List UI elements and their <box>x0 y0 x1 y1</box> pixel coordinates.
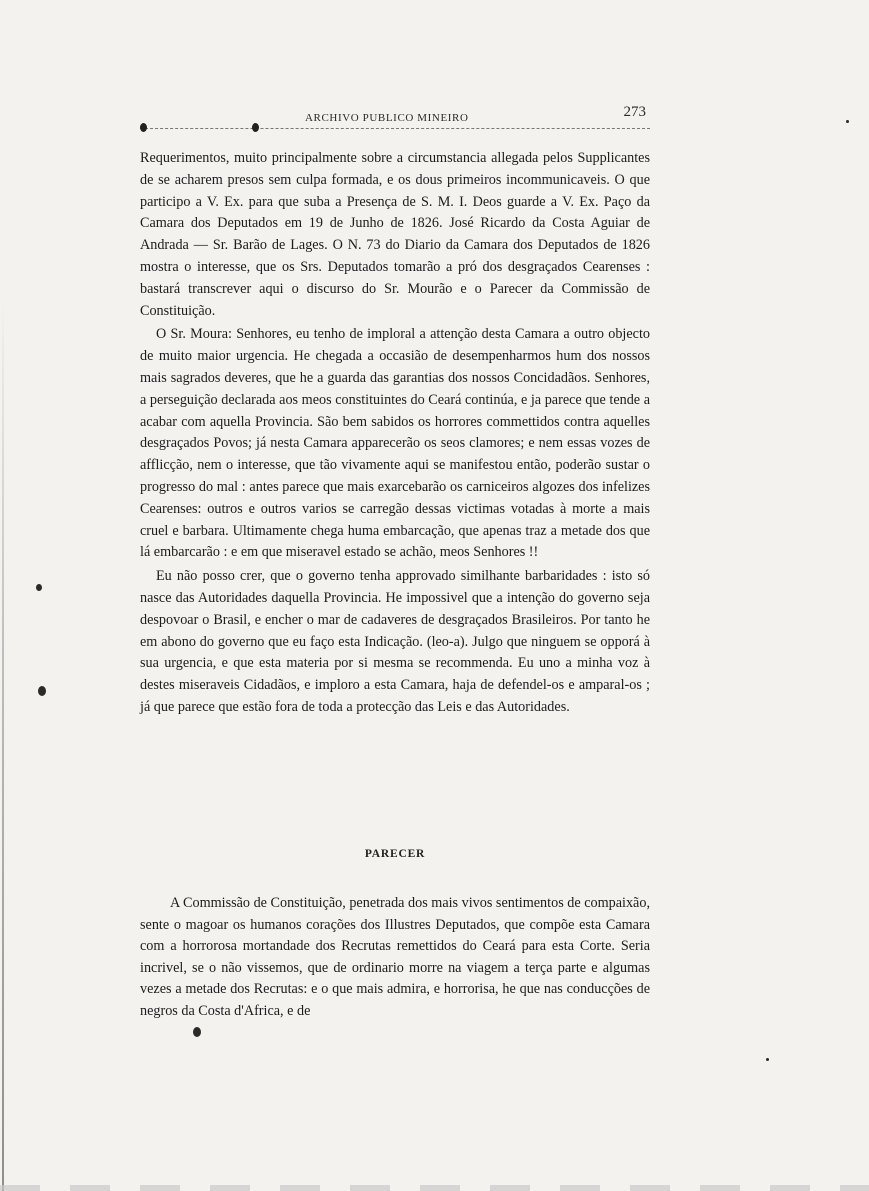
scan-speck <box>38 686 46 696</box>
section-heading-parecer: PARECER <box>364 848 426 860</box>
scan-bottom-edge <box>0 1185 869 1191</box>
scan-edge-shadow <box>2 300 4 1191</box>
header-rule <box>140 128 650 129</box>
page-number: 273 <box>623 104 646 120</box>
running-title: ARCHIVO PUBLICO MINEIRO <box>305 112 469 124</box>
body-text <box>140 148 650 719</box>
scan-speck <box>846 120 849 123</box>
paragraph-requerimentos: Requerimentos, muito principalmente sobre a circumstancia allegada pelos Supplicantes de se acharem presos sem culpa formada, e os dous primeiros incommunicaveis. O que participo a V. Ex. para que suba a Presença de S. M. I. Deos guarde a V. Ex. Paço da Camara dos Deputados em 19 de Junho de 1826. José Ricardo da Costa Aguiar de Andrada — Sr. Barão de Lages. O N. 73 do Diario da Camara dos Deputados de 1826 mostra o interesse, que os Srs. Deputados tomarão a pró dos desgraçados Cearenses : bastará transcrever aqui o discurso do Sr. Mourão e o Parecer da Commissão de Constituição. <box>140 150 650 319</box>
header-rule-dot-left <box>140 123 147 132</box>
parecer-text <box>140 893 650 1023</box>
scan-speck <box>766 1058 769 1061</box>
header-rule-dot-middle <box>252 123 259 132</box>
scan-speck <box>193 1027 201 1037</box>
running-header <box>140 104 650 134</box>
scan-speck <box>36 584 42 591</box>
paragraph-speech-moura: O Sr. Moura: Senhores, eu tenho de imploral a attenção desta Camara a outro objecto de muito maior urgencia. He chegada a occasião de desempenharmos hum dos nossos mais sagrados deveres, que he a guarda das garantias dos nossos Concidadãos. Senhores, a perseguição declarada aos meos constituintes do Ceará continúa, e ja parece que tende a acabar com aquella Provincia. São bem sabidos os horrores commettidos contra aquelles desgraçados Povos; já nesta Camara apparecerão os seos clamores; e nem essas vozes de afflicção, nem o interesse, que tão vivamente aqui se manifestou então, poderão sustar o progresso do mal : antes parece que mais exarcebarão os carniceiros algozes dos infelizes Cearenses: outros e outros varios se carregão dessas victimas votadas à morte a mais cruel e barbara. Ultimamente chega huma embarcação, que apenas traz a metade dos que lá embarcarão : e em que miseravel estado se achão, meos Senhores !! <box>140 326 650 561</box>
paragraph-parecer: A Commissão de Constituição, penetrada dos mais vivos sentimentos de compaixão, sente o magoar os humanos corações dos Illustres Deputados, que compõe esta Camara com a horrorosa mortandade dos Recrutas remettidos do Ceará para esta Corte. Seria incrivel, se o não vissemos, que de ordinario morre na viagem a terça parte e algumas vezes a metade dos Recrutas: e o que mais admira, e horrorisa, he que nas conducções de negros da Costa d'Africa, e de <box>140 895 650 1019</box>
paragraph-speech-conclusion: Eu não posso crer, que o governo tenha approvado similhante barbaridades : isto só nasce das Autoridades daquella Provincia. He impossivel que a intenção do governo seja despovoar o Brasil, e encher o mar de cadaveres de desgraçados Brasileiros. Por tanto he em abono do governo que eu faço esta Indicação. (leo-a). Julgo que ninguem se opporá à sua urgencia, e que esta materia por si mesma se recommenda. Eu uno a minha voz à destes miseraveis Cidadãos, e imploro a esta Camara, haja de defendel-os e amparal-os ; já que parece que estão fora de toda a protecção das Leis e das Autoridades. <box>140 568 650 715</box>
